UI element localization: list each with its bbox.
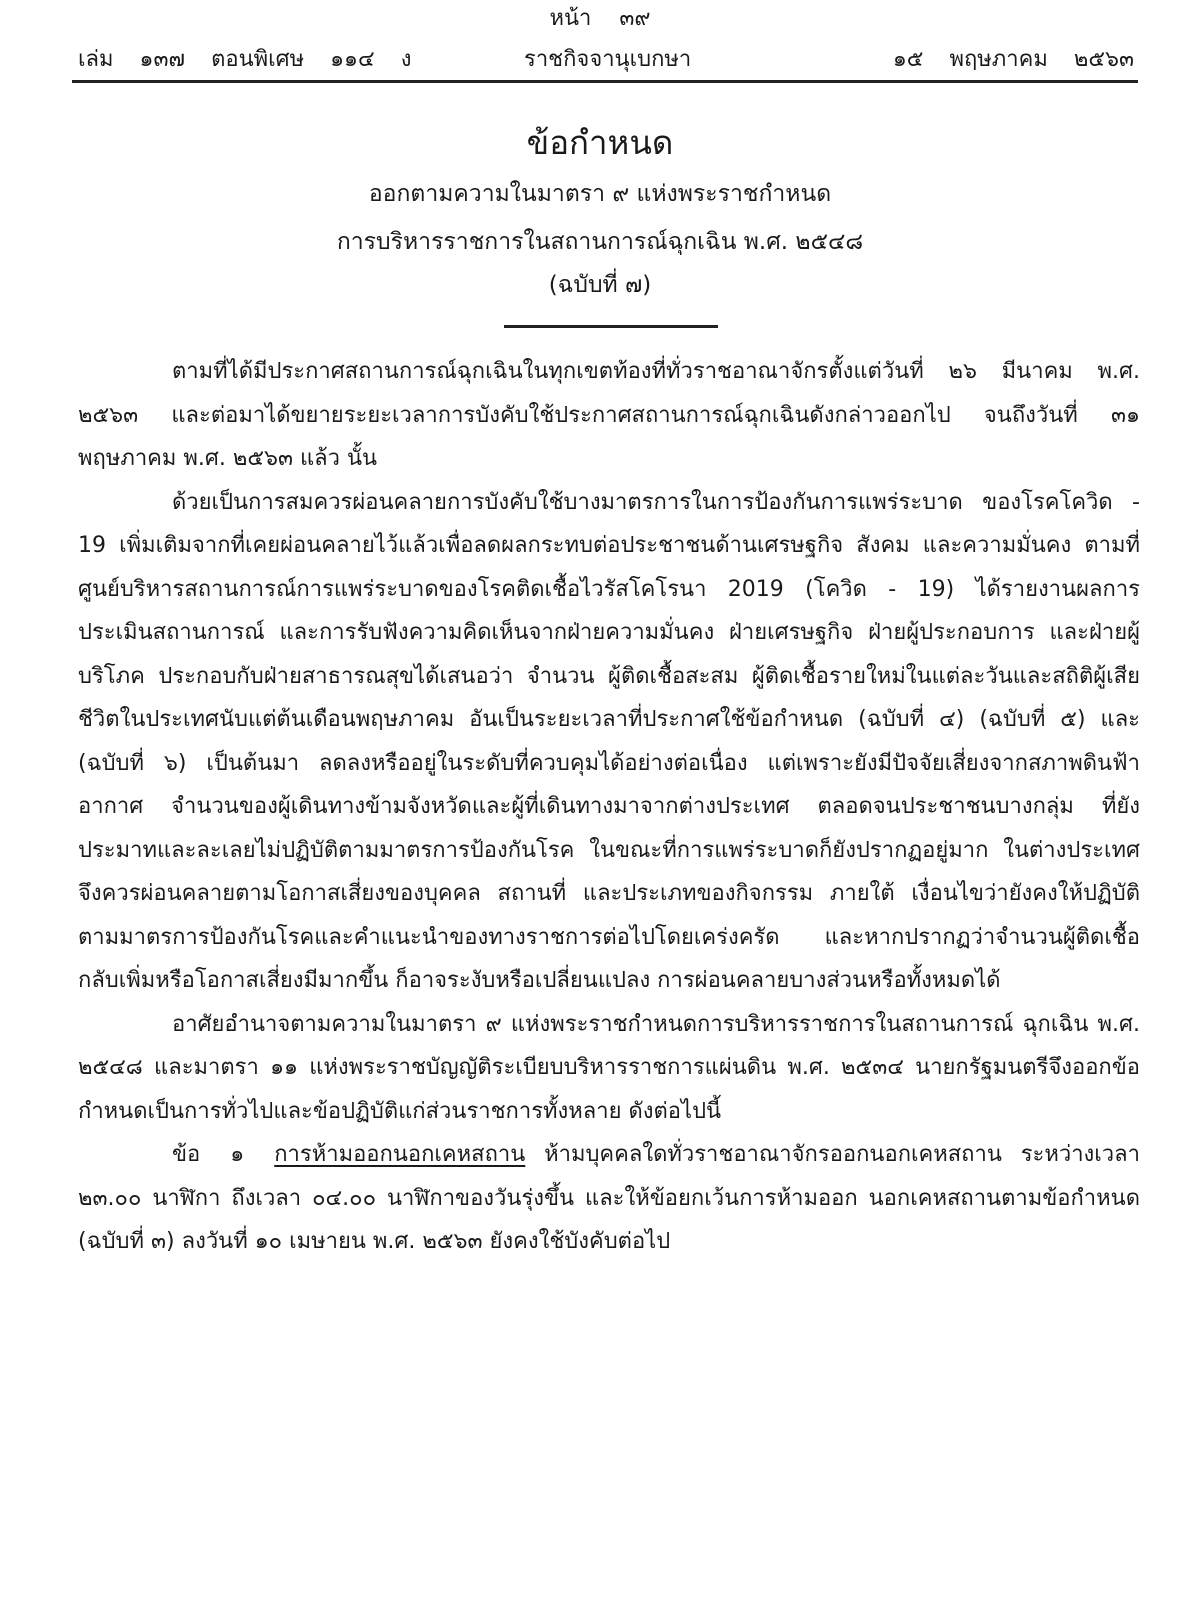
volume-label: เล่ม [78,47,114,72]
paragraph-authority: อาศัยอำนาจตามความในมาตรา ๙ แห่งพระราชกำหนดการบริหารราชการในสถานการณ์ ฉุกเฉิน พ.ศ. ๒๕๔๘ และมาตรา ๑๑ แห่งพระราชบัญญัติระเบียบบริหารราชการแผ่นดิน พ.ศ. ๒๕๓๔ นายกรัฐมนตรีจึงออกข้อกำหนดเป็นการทั่วไปและข้อปฏิบัติแก่ส่วนราชการทั้งหลาย ดังต่อไปนี้ [78,1011,1140,1124]
paragraph-preamble: ตามที่ได้มีประกาศสถานการณ์ฉุกเฉินในทุกเขตท้องที่ทั่วราชอาณาจักรตั้งแต่วันที่ ๒๖ มีนาคม พ.ศ. ๒๕๖๓ และต่อมาได้ขยายระยะเวลาการบังคับใช้ประกาศสถานการณ์ฉุกเฉินดังกล่าวออกไป จนถึงวันที่ ๓๑ พฤษภาคม พ.ศ. ๒๕๖๓ แล้ว นั้น [78,359,1140,471]
header-divider [72,80,1138,83]
gazette-date [867,40,1134,80]
issue-number: ๑๑๔ [330,47,375,72]
page-label: หน้า [549,6,592,31]
document-subtitle-line2: การบริหารราชการในสถานการณ์ฉุกเฉิน พ.ศ. ๒๕๔๘ [336,229,864,255]
page-number-value: ๓๙ [619,6,651,31]
clause-text: ห้ามบุคคลใดทั่วราชอาณาจักรออกนอกเคหสถาน ระหว่างเวลา ๒๓.๐๐ นาฬิกา ถึงเวลา ๐๔.๐๐ นาฬิกาของวันรุ่งขึ้น และให้ข้อยกเว้นการห้ามออก นอกเคหสถานตามข้อกำหนด (ฉบับที่ ๓) ลงวันที่ ๑๐ เมษายน พ.ศ. ๒๕๖๓ ยังคงใช้บังคับต่อไป [78,1142,1140,1254]
clause-heading: การห้ามออกนอกเคหสถาน [274,1142,526,1167]
title-divider [504,325,718,328]
volume-number: ๑๓๗ [139,47,186,72]
page-number [0,2,1200,36]
date-month: พฤษภาคม [949,47,1048,72]
publication-name: ราชกิจจานุเบกษา [524,47,692,72]
clause-number: ๑ [230,1142,245,1167]
document-subtitle-line1: ออกตามความในมาตรา ๙ แห่งพระราชกำหนด [368,181,832,207]
document-body [78,350,1140,1264]
gazette-header [72,40,1134,80]
date-day: ๑๕ [892,47,924,72]
document-subtitle-line3: (ฉบับที่ ๗) [548,272,652,298]
clause-label: ข้อ [172,1142,201,1167]
clause-1 [78,1133,1140,1264]
date-year: ๒๕๖๓ [1073,47,1134,72]
issue-label: ตอนพิเศษ [211,47,305,72]
issue-suffix: ง [400,47,412,72]
document-title: ข้อกำหนด [526,123,674,162]
paragraph-rationale: ด้วยเป็นการสมควรผ่อนคลายการบังคับใช้บางมาตรการในการป้องกันการแพร่ระบาด ของโรคโควิด - 19 เพิ่มเติมจากที่เคยผ่อนคลายไว้แล้วเพื่อลดผลกระทบต่อประชาชนด้านเศรษฐกิจ สังคม และความมั่นคง ตามที่ศูนย์บริหารสถานการณ์การแพร่ระบาดของโรคติดเชื้อไวรัสโคโรนา 2019 (โควิด - 19) ได้รายงานผลการประเมินสถานการณ์ และการรับฟังความคิดเห็นจากฝ่ายความมั่นคง ฝ่ายเศรษฐกิจ ฝ่ายผู้ประกอบการ และฝ่ายผู้บริโภค ประกอบกับฝ่ายสาธารณสุขได้เสนอว่า จำนวน ผู้ติดเชื้อสะสม ผู้ติดเชื้อรายใหม่ในแต่ละวันและสถิติผู้เสียชีวิตในประเทศนับแต่ต้นเดือนพฤษภาคม อันเป็นระยะเวลาที่ประกาศใช้ข้อกำหนด (ฉบับที่ ๔) (ฉบับที่ ๕) และ (ฉบับที่ ๖) เป็นต้นมา ลดลงหรืออยู่ในระดับที่ควบคุมได้อย่างต่อเนื่อง แต่เพราะยังมีปัจจัยเสี่ยงจากสภาพดินฟ้าอากาศ จำนวนของผู้เดินทางข้ามจังหวัดและผู้ที่เดินทางมาจากต่างประเทศ ตลอดจนประชาชนบางกลุ่ม ที่ยังประมาทและละเลยไม่ปฏิบัติตามมาตรการป้องกันโรค ในขณะที่การแพร่ระบาดก็ยังปรากฏอยู่มาก ในต่างประเทศ จึงควรผ่อนคลายตามโอกาสเสี่ยงของบุคคล สถานที่ และประเภทของกิจกรรม ภายใต้ เงื่อนไขว่ายังคงให้ปฏิบัติตามมาตรการป้องกันโรคและคำแนะนำของทางราชการต่อไปโดยเคร่งครัด และหากปรากฏว่าจำนวนผู้ติดเชื้อกลับเพิ่มหรือโอกาสเสี่ยงมีมากขึ้น ก็อาจระงับหรือเปลี่ยนแปลง การผ่อนคลายบางส่วนหรือทั้งหมดได้ [78,489,1140,993]
gazette-volume-issue [78,40,437,80]
